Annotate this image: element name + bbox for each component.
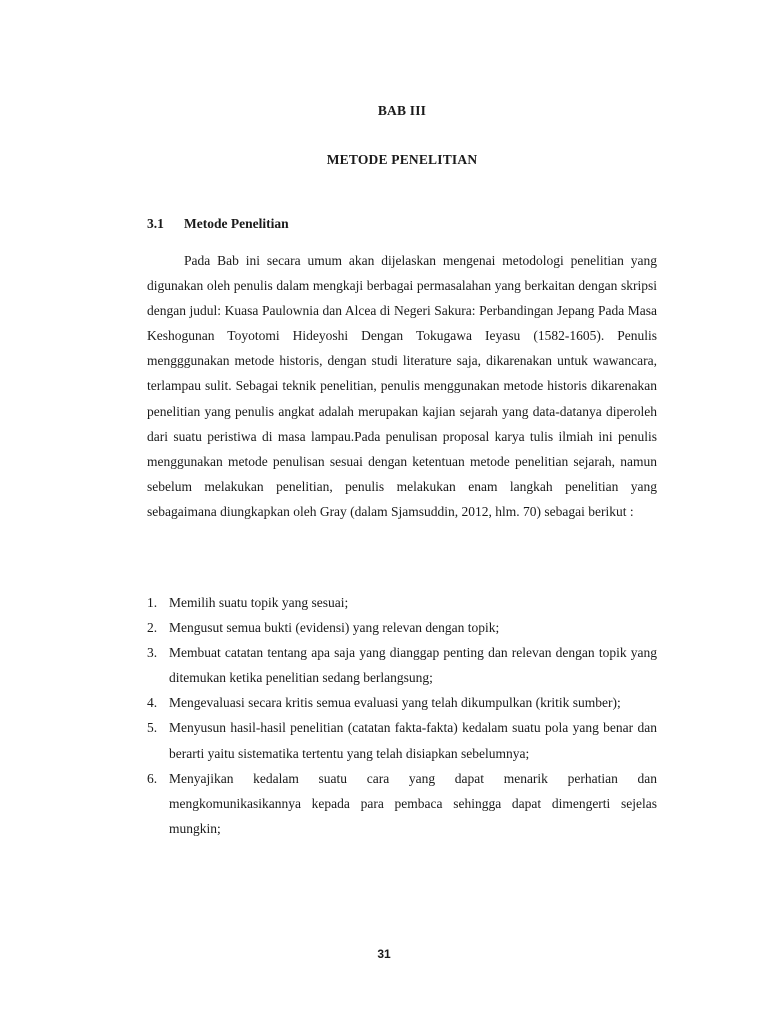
steps-list — [147, 590, 657, 841]
list-item-text: Mengusut semua bukti (evidensi) yang relevan dengan topik; — [169, 620, 500, 636]
list-item — [147, 590, 657, 615]
chapter-title: METODE PENELITIAN — [326, 152, 478, 167]
list-item-number: 6. — [147, 770, 158, 786]
list-item-number: 2. — [147, 620, 158, 636]
list-item — [147, 640, 657, 690]
list-item-text: Memilih suatu topik yang sesuai; — [169, 595, 349, 610]
section-title: Metode Penelitian — [184, 216, 289, 231]
section-number: 3.1 — [147, 216, 164, 231]
list-item-number: 5. — [147, 720, 158, 736]
list-item — [147, 766, 657, 841]
list-item-number: 1. — [147, 595, 158, 610]
list-item — [147, 715, 657, 765]
page-number: 31 — [377, 947, 391, 961]
list-item-text: Membuat catatan tentang apa saja yang dianggap penting dan relevan dengan topik yang ditemukan ketika penelitian sedang berlangsung; — [169, 645, 657, 686]
list-item-text: Mengevaluasi secara kritis semua evaluasi yang telah dikumpulkan (kritik sumber); — [169, 695, 621, 711]
list-item — [147, 615, 657, 640]
chapter-number: BAB III — [377, 103, 427, 118]
list-item-number: 3. — [147, 645, 158, 661]
list-item — [147, 690, 657, 715]
list-item-number: 4. — [147, 695, 158, 711]
list-item-text: Menyusun hasil-hasil penelitian (catatan fakta-fakta) kedalam suatu pola yang benar dan berarti yaitu sistematika tertentu yang telah disiapkan sebelumnya; — [169, 720, 657, 761]
body-paragraph: Pada Bab ini secara umum akan dijelaskan mengenai metodologi penelitian yang digunakan oleh penulis dalam mengkaji berbagai permasalahan yang berkaitan dengan skripsi dengan judul: Kuasa Paulownia dan Alcea di Negeri Sakura: Perbandingan Jepang Pada Masa Keshogunan Toyotomi Hideyoshi Dengan Tokugawa Ieyasu (1582-1605). Penulis mengggunakan metode historis, dengan studi literature saja, dikarenakan untuk wawancara, terlampau sulit. Sebagai teknik penelitian, penulis menggunakan metode historis dikarenakan penelitian yang penulis angkat adalah merupakan kajian sejarah yang data-datanya diperoleh dari suatu peristiwa di masa lampau.Pada penulisan proposal karya tulis ilmiah ini penulis menggunakan metode penulisan sesuai dengan ketentuan metode penelitian sejarah, namun sebelum melakukan penelitian, penulis melakukan enam langkah penelitian yang sebagaimana diungkapkan oleh Gray (dalam Sjamsuddin, 2012, hlm. 70) sebagai berikut : — [147, 253, 657, 519]
list-item-text: Menyajikan kedalam suatu cara yang dapat menarik perhatian dan mengkomunikasikannya kepada para pembaca sehingga dapat dimengerti sejelas mungkin; — [169, 770, 657, 836]
section-heading — [147, 216, 289, 232]
